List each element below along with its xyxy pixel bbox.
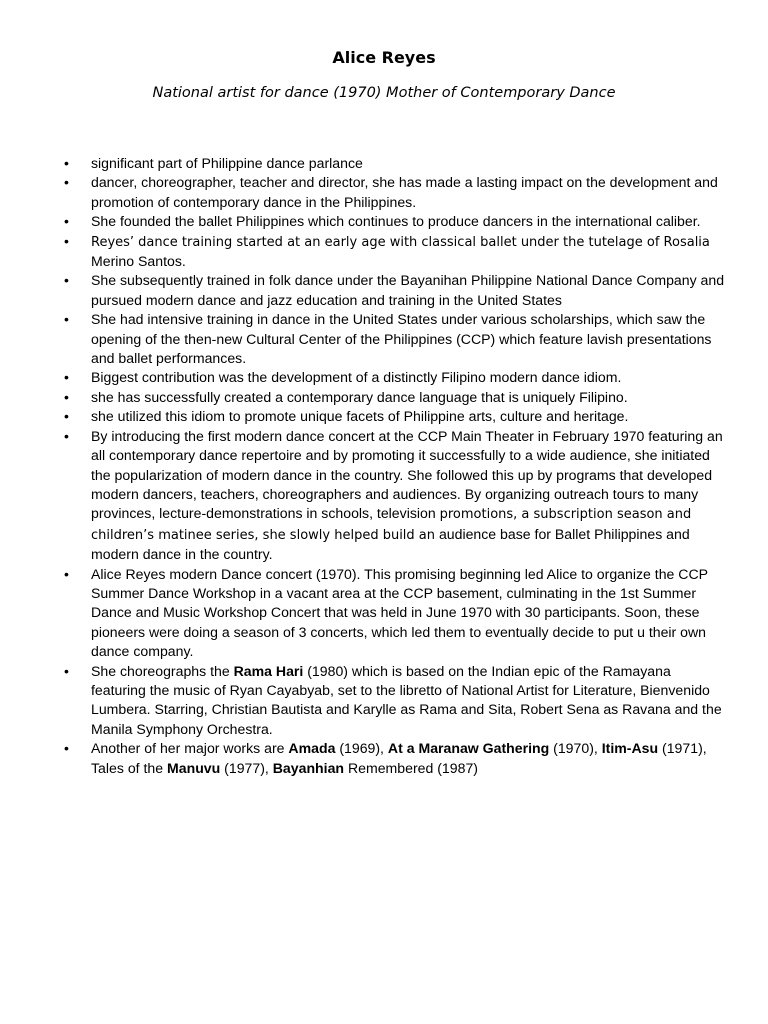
list-item-text: promotions, a subscription season and children’s matinee series, she slowly helped build an [91, 507, 692, 543]
list-item [64, 739, 728, 778]
work-title: Amada [288, 740, 336, 757]
list-item: • She subsequently trained in folk dance under the Bayanihan Philippine National Dance Company and pursued modern dance and jazz education and training in the United States [64, 271, 728, 310]
list-item [64, 662, 728, 740]
work-title: At a Maranaw Gathering [387, 740, 550, 757]
list-item-text: (1970), [549, 740, 602, 757]
list-item-text: Reyes’ dance training started at an early age with classical ballet under the tutelage of Rosalia [91, 234, 710, 250]
list-item: • she has successfully created a contemporary dance language that is uniquely Filipino. [64, 388, 728, 407]
list-item-text: By introducing the first modern dance concert at the CCP Main Theater in February 1970 featuring an all contemporary dance repertoire and by promoting it successfully to a wide audience, she initiated the popularization of modern dance in the country. She followed this up by programs that developed modern dancers, teachers, choreographers and audiences. By organizing outreach tours to many provinces, lecture-demonstrations in schools, television [91, 427, 723, 522]
work-title: Bayanhian [272, 759, 345, 776]
list-item [64, 427, 728, 565]
list-item-text: Merino Santos. [91, 253, 186, 270]
page-title: Alice Reyes [332, 48, 436, 67]
list-item: • She had intensive training in dance in the United States under various scholarships, which saw the opening of the then-new Cultural Center of the Philippines (CCP) which feature lavish presentations and ballet performances. [64, 310, 728, 368]
list-item-text: audience base for Ballet Philippines and modern dance in the country. [91, 525, 690, 563]
list-item-text: Another of her major works are [91, 740, 289, 757]
list-item: • She founded the ballet Philippines which continues to produce dancers in the international caliber. [64, 212, 728, 231]
list-item-text: She choreographs the [91, 662, 234, 679]
list-item: • Biggest contribution was the development of a distinctly Filipino modern dance idiom. [64, 368, 728, 387]
list-item-text: (1977), [220, 759, 273, 776]
list-item-text: (1969), [335, 740, 388, 757]
work-title: Manuvu [167, 759, 221, 776]
page-subtitle: National artist for dance (1970) Mother of Contemporary Dance [152, 85, 616, 101]
list-item: • dancer, choreographer, teacher and director, she has made a lasting impact on the development and promotion of contemporary dance in the Philippines. [64, 173, 728, 212]
list-item-text: Remembered (1987) [344, 759, 478, 776]
bullet-list [64, 154, 728, 778]
work-title: Rama Hari [233, 662, 304, 679]
list-item: • she utilized this idiom to promote unique facets of Philippine arts, culture and heritage. [64, 407, 728, 426]
list-item: • significant part of Philippine dance parlance [64, 154, 728, 173]
work-title: Itim-Asu [601, 740, 659, 757]
list-item-text: (1980) which is based on the Indian epic of the Ramayana featuring the music of Ryan Cayabyab, set to the libretto of National Artist for Literature, Bienvenido Lumbera. Starring, Christian Bautista and Karylle as Rama and Sita, Robert Sena as Ravana and the Manila Symphony Orchestra. [91, 662, 722, 737]
list-item: • Alice Reyes modern Dance concert (1970). This promising beginning led Alice to organize the CCP Summer Dance Workshop in a vacant area at the CCP basement, culminating in the 1st Summer Dance and Music Workshop Concert that was held in June 1970 with 30 participants. Soon, these pioneers were doing a season of 3 concerts, which led them to eventually decide to put u their own dance company. [64, 565, 728, 662]
list-item [64, 232, 728, 272]
list-item-text: (1971), Tales of the [91, 740, 707, 776]
